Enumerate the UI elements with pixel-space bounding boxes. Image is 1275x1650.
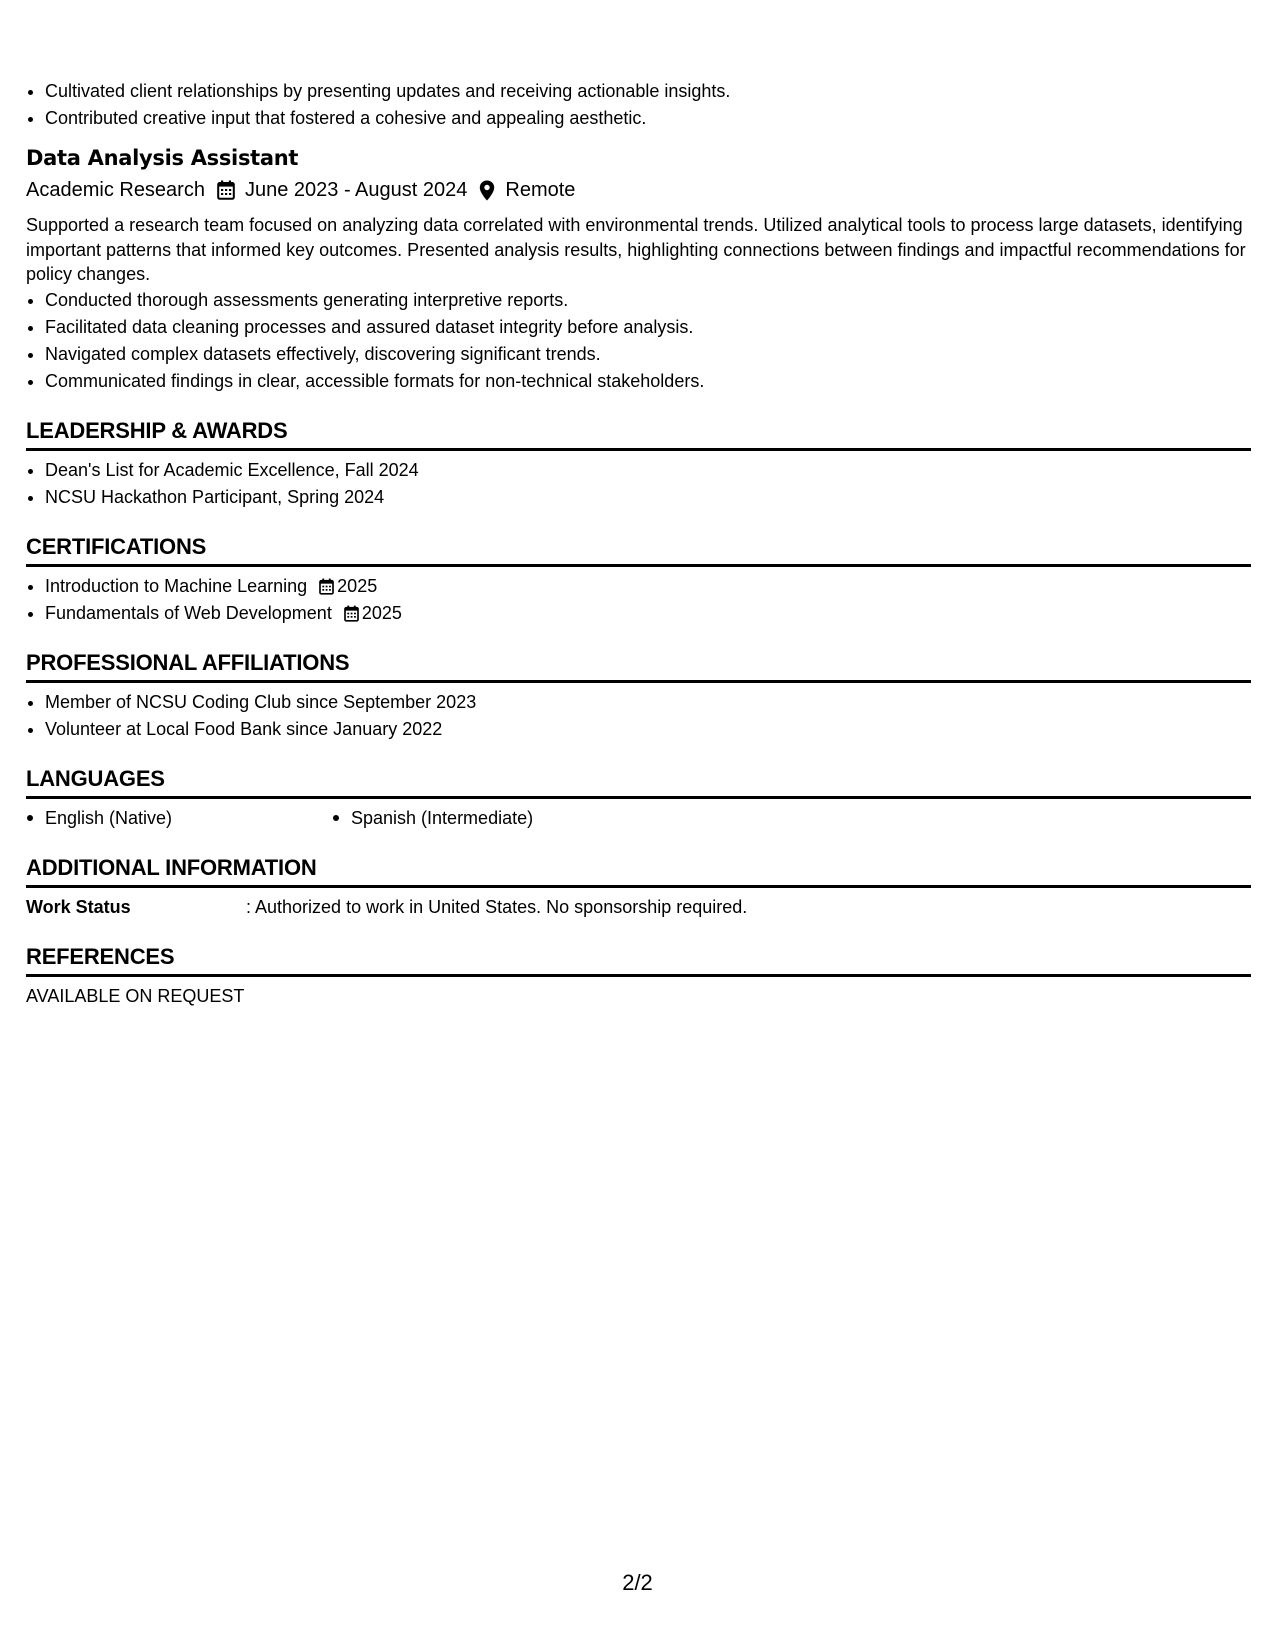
leadership-section <box>26 417 1251 511</box>
calendar-icon <box>217 180 235 200</box>
section-title: LANGUAGES <box>26 765 1251 799</box>
work-status-value: : Authorized to work in United States. No sponsorship required. <box>246 896 748 917</box>
job-bullets <box>26 287 1251 395</box>
certification-name: • Fundamentals of Web Development <box>45 602 332 623</box>
page-number: 2/2 <box>622 1570 653 1595</box>
list-item <box>45 600 1251 627</box>
languages-section <box>26 765 1251 832</box>
section-title: CERTIFICATIONS <box>26 533 1251 567</box>
additional-info-section <box>26 854 1251 921</box>
section-title: PROFESSIONAL AFFILIATIONS <box>26 649 1251 683</box>
leadership-list <box>26 457 1251 511</box>
certifications-section <box>26 533 1251 627</box>
affiliations-section <box>26 649 1251 743</box>
list-item: • Communicated findings in clear, accessible formats for non-technical stakeholders. <box>45 368 1251 395</box>
work-status-row <box>26 894 1251 921</box>
affiliations-list <box>26 689 1251 743</box>
list-item: • Navigated complex datasets effectively, discovering significant trends. <box>45 341 1251 368</box>
references-section <box>26 943 1251 1010</box>
list-item: • Cultivated client relationships by presenting updates and receiving actionable insights. <box>45 78 1251 105</box>
job-summary: Supported a research team focused on analyzing data correlated with environmental trends. Utilized analytical tools to process large datasets, identifying important patterns that informed key outcomes. Presented analysis results, highlighting connections between findings and impactful recommendations for policy changes. <box>26 215 1246 284</box>
job-location: Remote <box>505 179 576 201</box>
calendar-icon <box>319 578 334 595</box>
job-dates: June 2023 - August 2024 <box>244 179 468 201</box>
references-text: AVAILABLE ON REQUEST <box>26 985 245 1006</box>
calendar-icon <box>344 605 359 622</box>
list-item: • Dean's List for Academic Excellence, Fall 2024 <box>45 457 1251 484</box>
language-item: English (Native) <box>26 805 332 832</box>
list-item: • Conducted thorough assessments generating interpretive reports. <box>45 287 1251 314</box>
list-item <box>45 573 1251 600</box>
certification-year: 2025 <box>361 602 402 623</box>
language-item: Spanish (Intermediate) <box>332 805 533 832</box>
certification-year: 2025 <box>337 575 378 596</box>
list-item: • NCSU Hackathon Participant, Spring 2024 <box>45 484 1251 511</box>
job-organization: Academic Research <box>26 179 205 201</box>
work-status-label: Work Status <box>26 896 131 917</box>
resume-page <box>26 78 1251 1010</box>
list-item: • Facilitated data cleaning processes and assured dataset integrity before analysis. <box>45 314 1251 341</box>
job-title: Data Analysis Assistant <box>26 146 299 170</box>
list-item: • Member of NCSU Coding Club since September 2023 <box>45 689 1251 716</box>
certifications-list <box>26 573 1251 627</box>
certification-name: • Introduction to Machine Learning <box>45 575 308 596</box>
section-title: REFERENCES <box>26 943 1251 977</box>
job-meta <box>26 175 1251 205</box>
list-item: • Contributed creative input that fostered a cohesive and appealing aesthetic. <box>45 105 1251 132</box>
job-entry <box>26 144 1251 395</box>
section-title: LEADERSHIP & AWARDS <box>26 417 1251 451</box>
map-pin-icon <box>479 180 495 201</box>
section-title: ADDITIONAL INFORMATION <box>26 854 1251 888</box>
list-item: • Volunteer at Local Food Bank since January 2022 <box>45 716 1251 743</box>
languages-list <box>26 805 1251 832</box>
previous-job-bullets <box>26 78 1251 132</box>
